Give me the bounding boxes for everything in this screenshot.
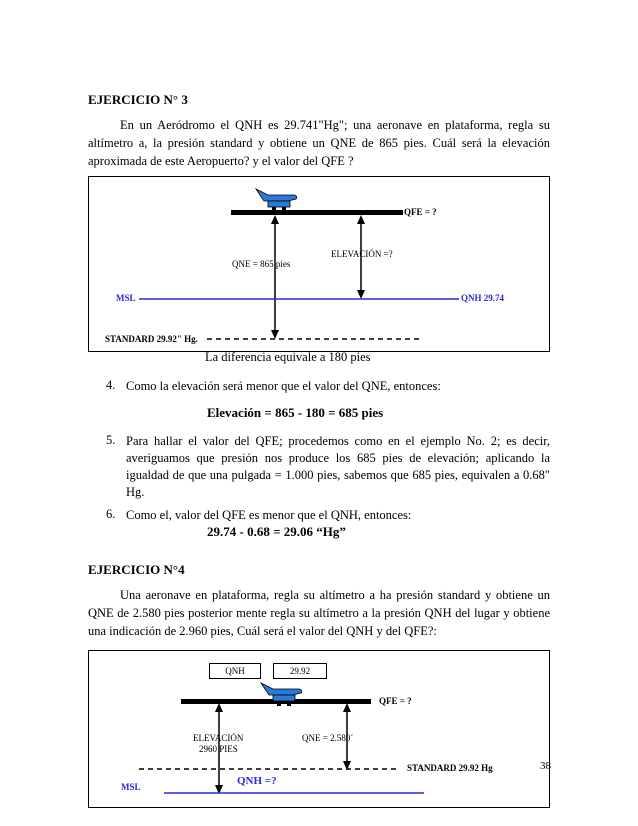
qnh-unknown-label: QNH =? xyxy=(237,775,277,787)
step-text: Como la elevación será menor que el valor del QNE, entonces: xyxy=(126,379,441,393)
platform-bar xyxy=(231,210,403,215)
qfe-label: QFE = ? xyxy=(404,207,437,217)
airplane-icon xyxy=(256,189,297,212)
exercise4-diagram xyxy=(88,650,550,808)
elevation-label: ELEVACIÓN xyxy=(193,733,244,743)
msl-label: MSL xyxy=(116,293,136,303)
elevation-value: 2960 PIES xyxy=(199,744,238,754)
step-text: Como el, valor del QFE es menor que el QNH, entonces: xyxy=(126,508,412,522)
qfe-label: QFE = ? xyxy=(379,696,412,706)
exercise3-diagram xyxy=(88,176,550,352)
step-text: Para hallar el valor del QFE; procedemos como en el ejemplo No. 2; es decir, averiguamos que presión nos produce los 685 pies de elevación; aplicando la igualdad de que una pulgada = 1.000 pies, sabemos que 685 pies, equivalen a 0.68" Hg. xyxy=(126,434,550,499)
standard-label: STANDARD 29.92" Hg. xyxy=(105,334,198,344)
exercise3-statement: En un Aeródromo el QNH es 29.741"Hg"; una aeronave en plataforma, regla su altímetro a, la presión standard y obtiene un QNE de 865 pies. Cuál será la elevación aproximada de este Aeropuerto? y el valor del QFE ? xyxy=(88,118,550,168)
qnh-box-value: 29.92 xyxy=(273,663,327,679)
qnh-label: QNH 29.74 xyxy=(461,293,505,303)
page-number: 38 xyxy=(540,760,551,772)
qne-label: QNE = 2.580´ xyxy=(302,733,354,743)
elevation-label: ELEVACIÓN =? xyxy=(331,249,393,259)
qne-label: QNE = 865 pies xyxy=(232,259,291,269)
msl-label: MSL xyxy=(121,782,141,792)
exercise4-title: EJERCICIO N°4 xyxy=(88,562,185,577)
standard-label: STANDARD 29.92 Hg xyxy=(407,763,493,773)
exercise3-title: EJERCICIO N° 3 xyxy=(88,92,188,107)
step-number: 6. xyxy=(106,507,116,521)
difference-note: La diferencia equivale a 180 pies xyxy=(205,350,371,364)
step-number: 5. xyxy=(106,433,116,447)
exercise3-diagram-svg xyxy=(89,177,549,351)
step-number: 4. xyxy=(106,378,116,392)
qfe-formula: 29.74 - 0.68 = 29.06 “Hg” xyxy=(207,524,346,539)
elevation-formula: Elevación = 865 - 180 = 685 pies xyxy=(207,405,384,420)
qnh-box-label: QNH xyxy=(209,663,261,679)
exercise4-statement: Una aeronave en plataforma, regla su altímetro a ha presión standard y obtiene un QNE de 2.580 pies posterior mente regla su altímetro a la presión QNH del lugar y obtiene una indicación de 2.960 pies, Cuál será el valor del QNH y del QFE?: xyxy=(88,588,550,638)
